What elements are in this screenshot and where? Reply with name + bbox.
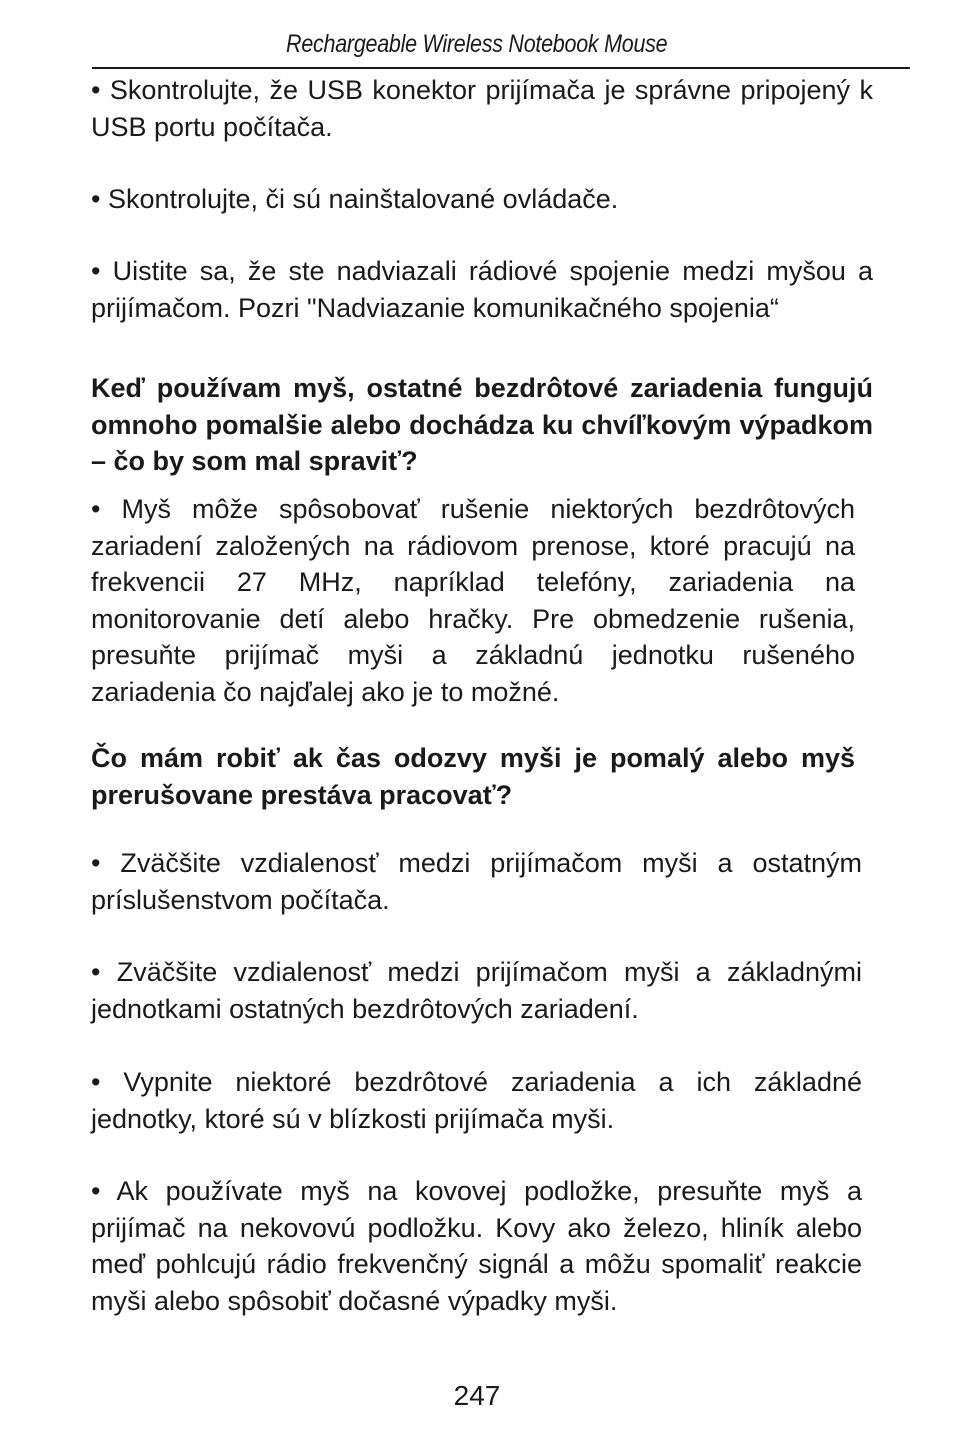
paragraph-check-usb-connector: • Skontrolujte, že USB konektor prijímača je správne pripojený k USB portu počítača.	[91, 75, 873, 142]
heading-slow-response-question: Čo mám robiť ak čas odozvy myši je pomalý alebo myš prerušovane prestáva pracovať?	[91, 743, 855, 810]
paragraph-increase-distance-accessories: • Zväčšite vzdialenosť medzi prijímačom myši a ostatným príslušenstvom počítača.	[91, 848, 862, 915]
page-number: 247	[453, 1380, 501, 1411]
heading-interference-question: Keď používam myš, ostatné bezdrôtové zariadenia fungujú omnoho pomalšie alebo dochádza ku chvíľkovým výpadkom – čo by som mal spraviť?	[91, 373, 873, 476]
paragraph-turn-off-devices: • Vypnite niektoré bezdrôtové zariadenia a ich základné jednotky, ktoré sú v blízkosti prijímača myši.	[91, 1067, 862, 1134]
header-title: Rechargeable Wireless Notebook Mouse	[286, 30, 668, 58]
paragraph-increase-distance-base-units: • Zväčšite vzdialenosť medzi prijímačom myši a základnými jednotkami ostatných bezdrôtových zariadení.	[91, 957, 862, 1024]
paragraph-check-drivers: • Skontrolujte, či sú nainštalované ovládače.	[91, 184, 619, 214]
paragraph-radio-connection: • Uistite sa, že ste nadviazali rádiové spojenie medzi myšou a prijímačom. Pozri "Nadviazanie komunikačného spojenia“	[91, 256, 873, 323]
header-divider	[92, 67, 910, 69]
paragraph-metal-surface: • Ak používate myš na kovovej podložke, presuňte myš a prijímač na nekovovú podložku. Kovy ako železo, hliník alebo meď pohlcujú rádio frekvenčný signál a môžu spomaliť reakcie myši alebo spôsobiť dočasné výpadky myši.	[91, 1176, 862, 1316]
paragraph-interference-answer: • Myš môže spôsobovať rušenie niektorých bezdrôtových zariadení založených na rádiovom prenose, ktoré pracujú na frekvencii 27 MHz, napríklad telefóny, zariadenia na monitorovanie detí alebo hračky. Pre obmedzenie rušenia, presuňte prijímač myši a základnú jednotku rušeného zariadenia čo najďalej ako je to možné.	[91, 494, 855, 707]
